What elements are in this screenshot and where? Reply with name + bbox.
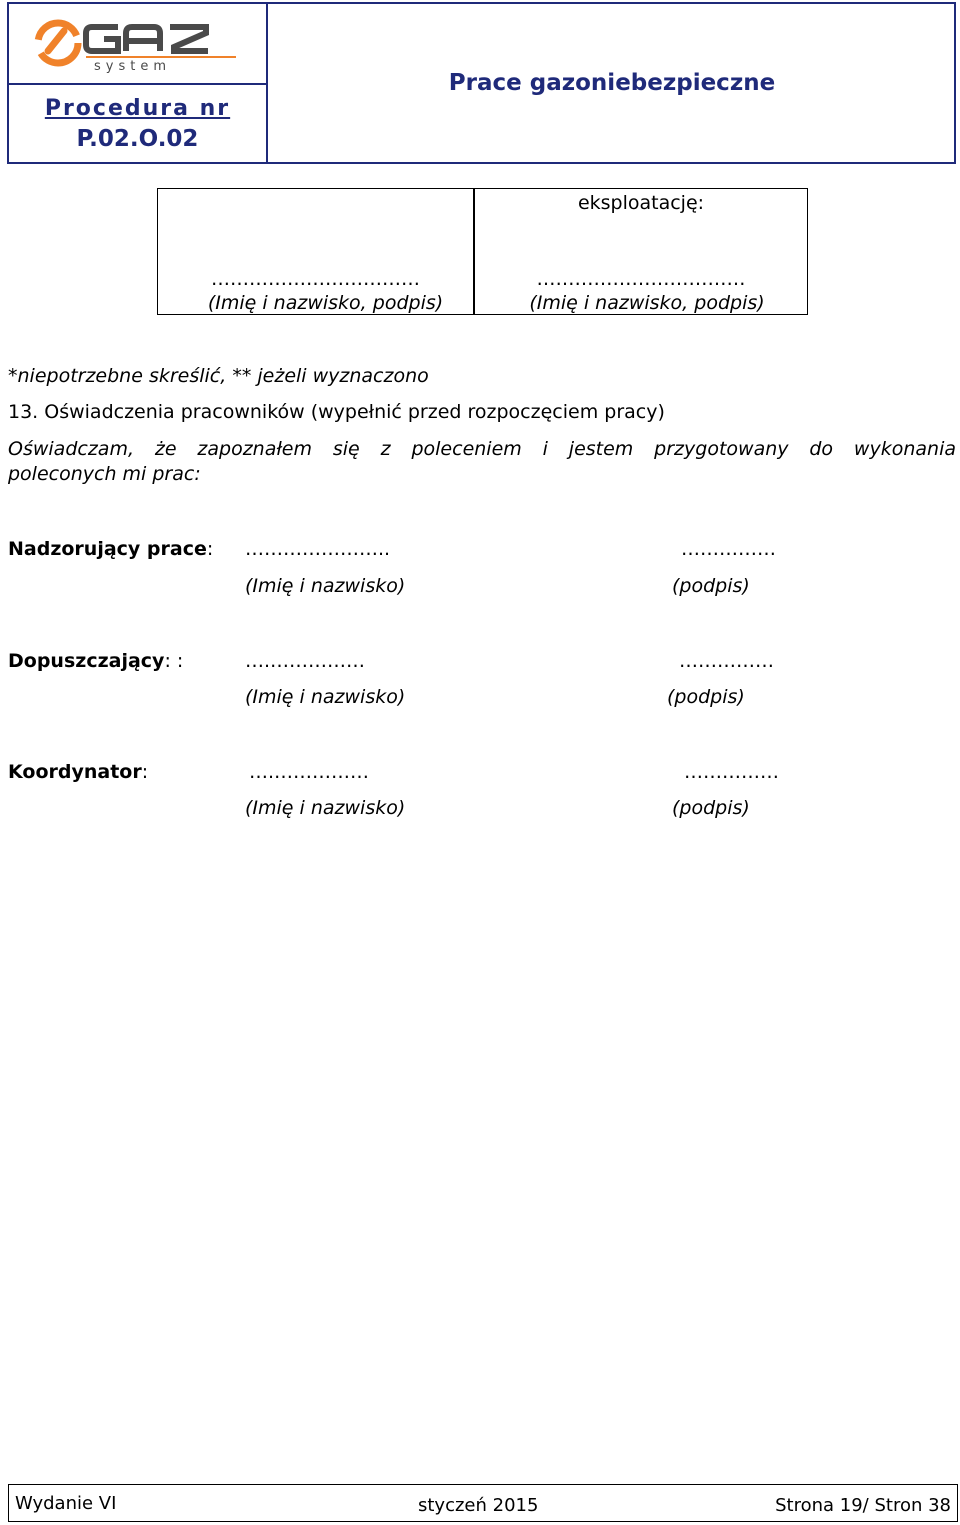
gaz-system-logo <box>34 17 244 73</box>
section-heading: 13. Oświadczenia pracowników (wypełnić przed rozpoczęciem pracy) <box>8 401 665 423</box>
footer-page-number: Strona 19/ Stron 38 <box>775 1495 951 1516</box>
admitting-sign-caption: (podpis) <box>667 686 745 708</box>
table-left-caption: (Imię i nazwisko, podpis) <box>207 292 444 314</box>
logo-sub-text: system <box>94 59 171 73</box>
signature-row-coordinator <box>8 761 148 783</box>
coordinator-sign-caption: (podpis) <box>672 797 750 819</box>
supervisor-sign-field[interactable]: …………… <box>681 538 776 560</box>
supervisor-sign-caption: (podpis) <box>672 575 750 597</box>
admitting-sign-field[interactable]: …………… <box>679 650 774 672</box>
signature-row-admitting <box>8 650 183 672</box>
supervisor-name-caption: (Imię i nazwisko) <box>245 575 406 597</box>
table-right-dots[interactable]: …………………………… <box>536 268 746 290</box>
footnote: *niepotrzebne skreślić, ** jeżeli wyznaczono <box>8 365 429 387</box>
header-divider-horizontal <box>7 83 267 85</box>
admitting-label: Dopuszczający <box>8 650 165 672</box>
footer-date: styczeń 2015 <box>418 1495 539 1516</box>
coordinator-label: Koordynator <box>8 761 142 783</box>
supervisor-label-suffix: : <box>206 538 214 560</box>
procedure-number: P.02.O.02 <box>76 126 199 152</box>
table-left-dots[interactable]: …………………………… <box>211 268 420 290</box>
supervisor-name-field[interactable]: ………………….. <box>245 538 391 560</box>
supervisor-label: Nadzorujący prace <box>8 538 207 560</box>
coordinator-name-caption: (Imię i nazwisko) <box>245 797 406 819</box>
coordinator-sign-field[interactable]: …………… <box>684 761 779 783</box>
document-title: Prace gazoniebezpieczne <box>448 70 776 96</box>
footer-edition: Wydanie VI <box>15 1493 117 1514</box>
statement-line-1: Oświadczam, że zapoznałem się z poleceniem i jestem przygotowany do wykonania <box>8 438 956 460</box>
table-right-caption: (Imię i nazwisko, podpis) <box>529 292 765 314</box>
procedure-label: Procedura nr <box>44 96 231 121</box>
admitting-name-field[interactable]: ….…………… <box>245 650 366 672</box>
statement-line-2: poleconych mi prac: <box>8 463 201 485</box>
admitting-label-suffix: : : <box>164 650 184 672</box>
coordinator-label-suffix: : <box>141 761 149 783</box>
admitting-name-caption: (Imię i nazwisko) <box>245 686 406 708</box>
table-right-heading: eksploatację: <box>577 192 705 214</box>
signature-row-supervisor <box>8 538 213 560</box>
coordinator-name-field[interactable]: ….…………… <box>249 761 370 783</box>
